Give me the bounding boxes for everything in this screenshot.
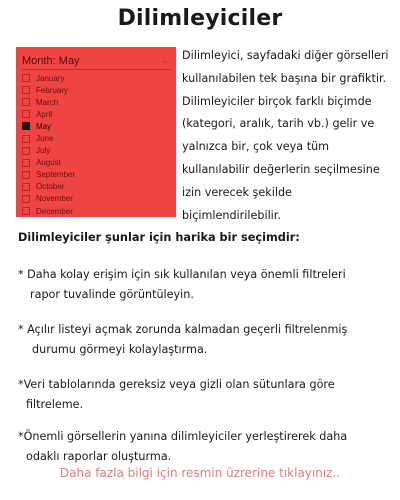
slicer-item-november[interactable] xyxy=(22,193,171,205)
intro-line: kullanılabilir değerlerin seçilmesine xyxy=(182,162,380,176)
bullet-item xyxy=(18,375,400,414)
bullet-item xyxy=(18,265,400,304)
slicer-item-october[interactable] xyxy=(22,181,171,193)
slicer-header[interactable] xyxy=(22,53,171,70)
bullet-line: filtreleme. xyxy=(26,397,84,411)
intro-line: (kategori, aralık, tarih vb.) gelir ve xyxy=(182,117,375,131)
checkbox-icon[interactable] xyxy=(22,159,30,167)
slicer-item-label: October xyxy=(36,182,65,192)
slicer-item-december[interactable] xyxy=(22,205,171,217)
more-info-link[interactable]: Daha fazla bilgi için resmin üzrerine tıklayınız.. xyxy=(59,466,341,480)
slicer-item-label: November xyxy=(36,194,73,204)
month-slicer[interactable] xyxy=(16,47,176,217)
slicer-item-label: May xyxy=(36,121,52,131)
slicer-item-june[interactable] xyxy=(22,132,171,144)
slicer-item-label: January xyxy=(36,73,65,83)
intro-paragraph xyxy=(182,45,398,227)
slicer-item-april[interactable] xyxy=(22,108,171,120)
checkbox-icon[interactable] xyxy=(22,86,30,94)
checkbox-icon[interactable] xyxy=(22,98,30,106)
intro-line: yalnızca bir, çok veya tüm xyxy=(182,140,330,154)
slicer-item-february[interactable] xyxy=(22,84,171,96)
subheading: Dilimleyiciler şunlar için harika bir seçimdir: xyxy=(18,231,300,244)
slicer-item-label: July xyxy=(36,146,51,156)
bullet-line: * Daha kolay erişim için sık kullanılan veya önemli filtreleri xyxy=(18,268,346,281)
bullet-line: rapor tuvalinde görüntüleyin. xyxy=(30,287,194,301)
bullet-line: * Açılır listeyi açmak zorunda kalmadan geçerli filtrelenmiş xyxy=(18,323,348,336)
page-title: Dilimleyiciler xyxy=(117,6,283,31)
checkbox-icon[interactable] xyxy=(22,110,30,118)
intro-line: Dilimleyiciler birçok farklı biçimde xyxy=(182,94,372,108)
slicer-month-list xyxy=(22,72,171,217)
slicer-item-label: December xyxy=(36,206,73,216)
checkbox-icon[interactable] xyxy=(22,183,30,191)
checkbox-icon[interactable] xyxy=(22,195,30,203)
bullet-item xyxy=(18,427,400,466)
intro-line: izin verecek şekilde xyxy=(182,185,292,199)
slicer-item-september[interactable] xyxy=(22,169,171,181)
slicer-item-july[interactable] xyxy=(22,145,171,157)
slicer-header-label: Month: May xyxy=(22,54,80,67)
slicer-item-may[interactable] xyxy=(22,120,171,132)
bullet-line: *Önemli görsellerin yanına dilimleyiciler yerleştirerek daha xyxy=(18,430,348,443)
intro-line: Dilimleyici, sayfadaki diğer görselleri xyxy=(182,49,389,62)
intro-line: kullanılabilen tek başına bir grafiktir. xyxy=(182,71,387,85)
checkbox-checked-icon[interactable] xyxy=(22,122,30,130)
slicer-item-label: August xyxy=(36,158,61,168)
checkbox-icon[interactable] xyxy=(22,74,30,82)
checkbox-icon[interactable] xyxy=(22,147,30,155)
slicer-item-label: April xyxy=(36,109,53,119)
bullet-item xyxy=(18,320,400,359)
bullet-line: odaklı raporlar oluşturma. xyxy=(26,449,172,463)
chevron-down-icon[interactable]: ⌄ xyxy=(161,55,169,65)
slicer-item-label: February xyxy=(36,85,69,95)
slicer-item-march[interactable] xyxy=(22,96,171,108)
slicer-item-january[interactable] xyxy=(22,72,171,84)
slicer-item-label: September xyxy=(36,170,76,180)
checkbox-icon[interactable] xyxy=(22,171,30,179)
checkbox-icon[interactable] xyxy=(22,207,30,215)
intro-line: biçimlendirilebilir. xyxy=(182,208,281,222)
slicer-item-label: June xyxy=(36,134,54,144)
checkbox-icon[interactable] xyxy=(22,135,30,143)
bullet-line: durumu görmeyi kolaylaştırma. xyxy=(32,342,208,356)
slicer-item-august[interactable] xyxy=(22,157,171,169)
bullet-line: *Veri tablolarında gereksiz veya gizli olan sütunlara göre xyxy=(18,378,335,391)
slicer-item-label: March xyxy=(36,97,59,107)
